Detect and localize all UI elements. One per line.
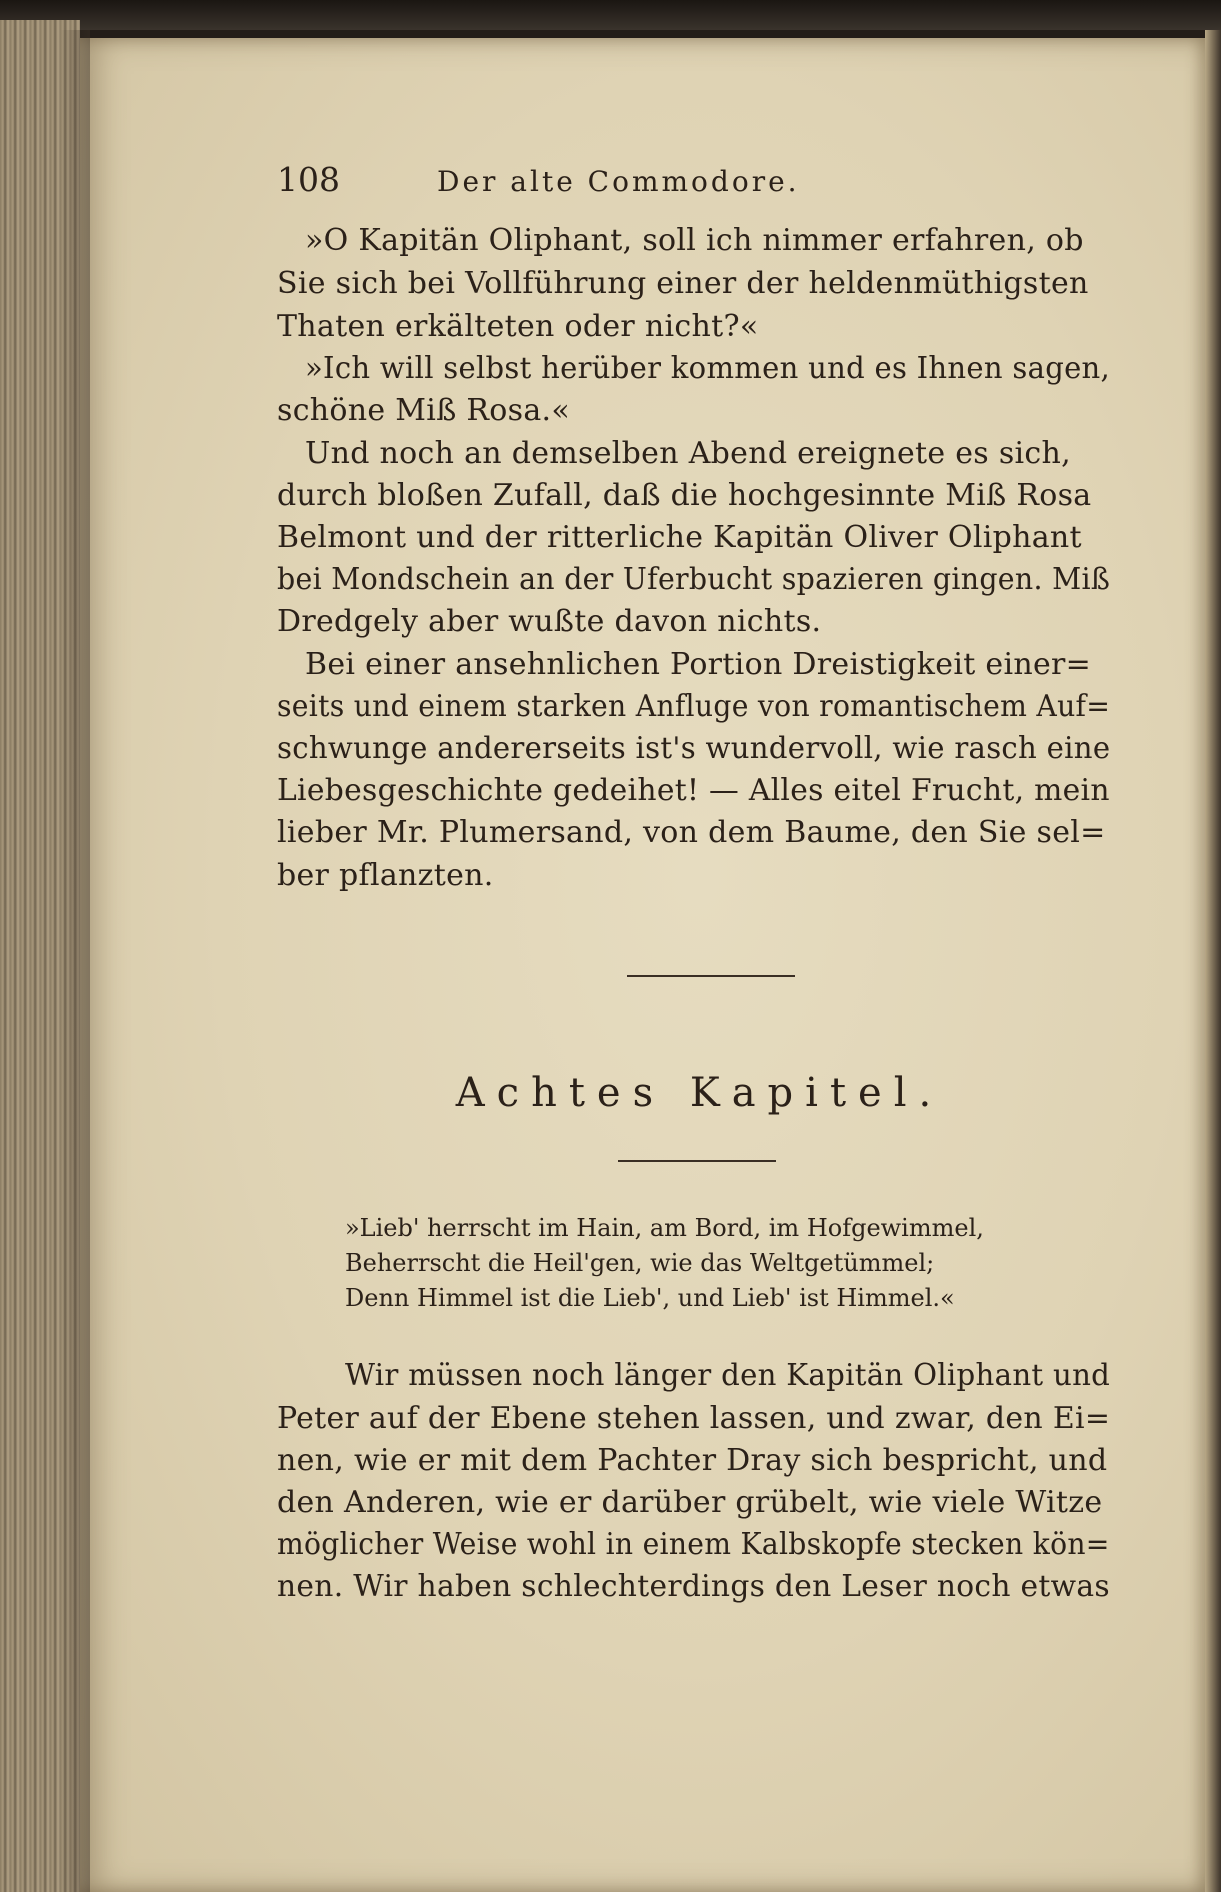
- text-line: den Anderen, wie er darüber grübelt, wie viele Witze: [277, 1485, 1103, 1520]
- text-line: lieber Mr. Plumersand, von dem Baume, den Sie sel=: [277, 815, 1106, 850]
- page-number: 108: [277, 160, 340, 199]
- text-line: »O Kapitän Oliphant, soll ich nimmer erfahren, ob: [305, 223, 1084, 258]
- running-header: [277, 160, 877, 199]
- text-line: schöne Miß Rosa.«: [277, 393, 571, 428]
- text-line: nen. Wir haben schlechterdings den Leser noch etwas: [277, 1569, 1110, 1604]
- right-page-edge: [1205, 30, 1221, 1892]
- text-line: ber pflanzten.: [277, 858, 494, 893]
- text-line: Wir müssen noch länger den Kapitän Oliphant und: [345, 1358, 1111, 1393]
- gutter-shadow: [60, 30, 90, 1892]
- text-line: nen, wie er mit dem Pachter Dray sich bespricht, und: [277, 1443, 1108, 1478]
- section-divider: [627, 975, 795, 977]
- text-line: schwunge andererseits ist's wundervoll, wie rasch eine: [277, 731, 1111, 766]
- text-line: Sie sich bei Vollführung einer der heldenmüthigsten: [277, 266, 1089, 301]
- text-line: möglicher Weise wohl in einem Kalbskopfe stecken kön=: [277, 1527, 1110, 1562]
- text-line: seits und einem starken Anfluge von romantischem Auf=: [277, 689, 1111, 724]
- text-line: Dredgely aber wußte davon nichts.: [277, 604, 822, 639]
- running-title: Der alte Commodore.: [437, 165, 800, 198]
- motto-line: »Lieb' herrscht im Hain, am Bord, im Hofgewimmel,: [345, 1214, 984, 1242]
- motto-line: Beherrscht die Heil'gen, wie das Weltgetümmel;: [345, 1249, 935, 1277]
- chapter-divider: [618, 1160, 776, 1162]
- text-line: Belmont und der ritterliche Kapitän Oliver Oliphant: [277, 520, 1082, 555]
- text-line: Thaten erkälteten oder nicht?«: [277, 309, 759, 344]
- motto-line: Denn Himmel ist die Lieb', und Lieb' ist Himmel.«: [345, 1284, 955, 1312]
- text-line: Liebesgeschichte gedeihet! — Alles eitel Frucht, mein: [277, 773, 1110, 808]
- text-line: »Ich will selbst herüber kommen und es Ihnen sagen,: [305, 351, 1111, 386]
- text-line: bei Mondschein an der Uferbucht spazieren gingen. Miß: [277, 562, 1111, 597]
- text-line: durch bloßen Zufall, daß die hochgesinnte Miß Rosa: [277, 478, 1092, 513]
- binding-edge: [0, 0, 1221, 30]
- text-line: Und noch an demselben Abend ereignete es sich,: [305, 436, 1071, 471]
- chapter-title: Achtes Kapitel.: [455, 1070, 944, 1116]
- text-line: Bei einer ansehnlichen Portion Dreistigkeit einer=: [305, 647, 1092, 682]
- text-line: Peter auf der Ebene stehen lassen, und zwar, den Ei=: [277, 1401, 1111, 1436]
